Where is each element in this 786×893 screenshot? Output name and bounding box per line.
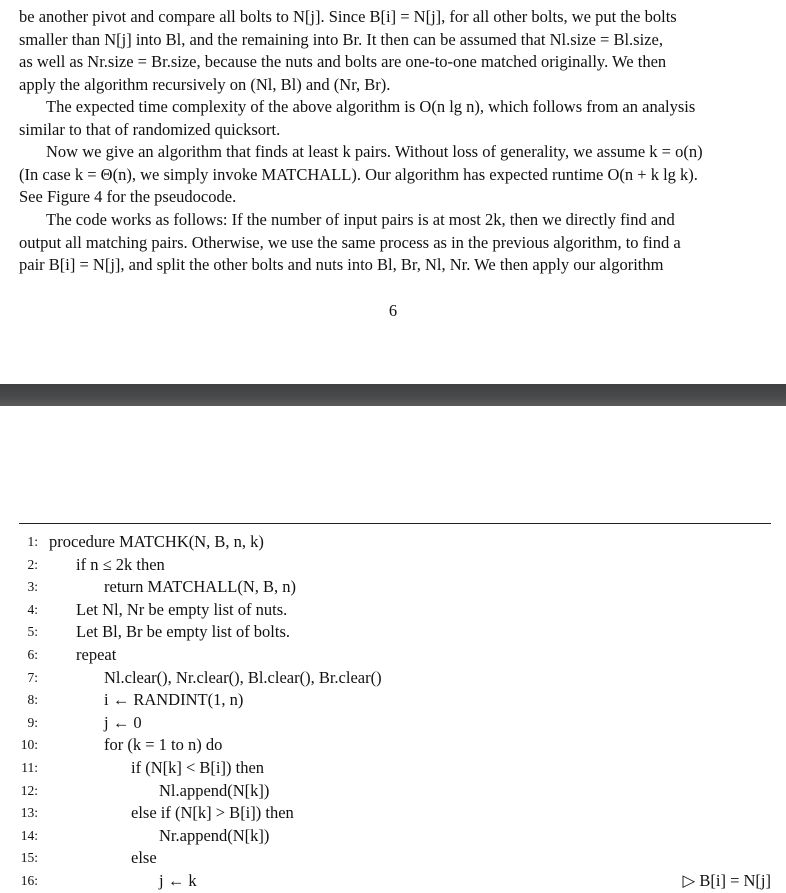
algorithm-line (19, 576, 771, 599)
text-line: The expected time complexity of the above algorithm is O(n lg n), which follows from an analysis (46, 97, 696, 116)
code-text: for (k = 1 to n) do (104, 735, 223, 755)
line-number: 10: (20, 737, 38, 753)
text-line: similar to that of randomized quicksort. (19, 119, 281, 139)
text-line: Now we give an algorithm that finds at least k pairs. Without loss of generality, we assume k = o(n) (46, 142, 703, 161)
text-line: apply the algorithm recursively on (Nl, Bl) and (Nr, Br). (19, 74, 391, 94)
algorithm-line (19, 780, 771, 803)
algorithm-line (19, 599, 771, 622)
code-text: Let Bl, Br be empty list of bolts. (76, 622, 291, 642)
code-text: if n ≤ 2k then (76, 554, 165, 574)
line-number: 8: (27, 692, 38, 708)
text-line: (In case k = Θ(n), we simply invoke MATCHALL). Our algorithm has expected runtime O(n + k lg k). (19, 164, 698, 184)
line-number: 11: (21, 759, 38, 775)
line-number: 12: (20, 782, 38, 798)
line-number: 3: (27, 579, 38, 595)
code-text: Let Nl, Nr be empty list of nuts. (76, 599, 288, 619)
algorithm-line (19, 644, 771, 667)
line-number: 13: (20, 805, 38, 821)
algorithm-line (19, 802, 771, 825)
text-line: The code works as follows: If the number of input pairs is at most 2k, then we directly find and (46, 210, 675, 229)
algorithm-block (19, 531, 771, 893)
page-separator (0, 384, 786, 406)
code-text: return MATCHALL(N, B, n) (104, 577, 297, 597)
line-number: 2: (27, 556, 38, 572)
text-line: smaller than N[j] into Bl, and the remaining into Br. It then can be assumed that Nl.size = Bl.size, (19, 29, 663, 49)
code-text: else if (N[k] > B[i]) then (131, 803, 294, 823)
algorithm-line (19, 870, 771, 893)
text-line: output all matching pairs. Otherwise, we use the same process as in the previous algorithm, to find a (19, 232, 681, 252)
code-text: Nl.append(N[k]) (159, 780, 270, 800)
paragraph-1 (19, 6, 771, 96)
algorithm-top-rule (19, 523, 771, 524)
algorithm-line (19, 667, 771, 690)
code-text: repeat (76, 644, 117, 664)
text-line: See Figure 4 for the pseudocode. (19, 187, 237, 207)
algorithm-line (19, 554, 771, 577)
paragraph-2 (19, 96, 771, 141)
code-text: procedure MATCHK(N, B, n, k) (49, 532, 264, 551)
algorithm-line (19, 825, 771, 848)
text-line: be another pivot and compare all bolts to N[j]. Since B[i] = N[j], for all other bolts, we put the bolts (19, 7, 677, 26)
page-number: 6 (388, 301, 398, 320)
paragraph-4 (19, 209, 771, 277)
line-number: 5: (27, 624, 38, 640)
line-number: 7: (27, 669, 38, 685)
line-number: 15: (20, 850, 38, 866)
paragraph-3 (19, 141, 771, 209)
line-number: 9: (27, 714, 38, 730)
algorithm-line (19, 847, 771, 870)
text-line: pair B[i] = N[j], and split the other bolts and nuts into Bl, Br, Nl, Nr. We then apply our algorithm (19, 255, 664, 275)
line-number: 14: (20, 827, 38, 843)
algorithm-line (19, 621, 771, 644)
line-number: 4: (27, 601, 38, 617)
line-number: 1: (27, 534, 38, 549)
code-text: i ← RANDINT(1, n) (104, 690, 244, 710)
algorithm-line (19, 689, 771, 712)
algorithm-line (19, 757, 771, 780)
code-text: j ← k (159, 870, 197, 890)
code-comment: ▷ B[i] = N[j] (682, 870, 771, 890)
algorithm-line (19, 734, 771, 757)
code-text: else (131, 848, 157, 868)
code-text: j ← 0 (104, 712, 142, 732)
algorithm-line (19, 531, 771, 554)
code-text: if (N[k] < B[i]) then (131, 757, 265, 777)
line-number: 16: (20, 872, 38, 888)
page-top (0, 0, 786, 384)
text-line: as well as Nr.size = Br.size, because the nuts and bolts are one-to-one matched originally. We then (19, 52, 667, 72)
line-number: 6: (27, 646, 38, 662)
code-text: Nl.clear(), Nr.clear(), Bl.clear(), Br.clear() (104, 667, 382, 687)
page-bottom (0, 406, 786, 893)
code-text: Nr.append(N[k]) (159, 825, 270, 845)
algorithm-line (19, 712, 771, 735)
